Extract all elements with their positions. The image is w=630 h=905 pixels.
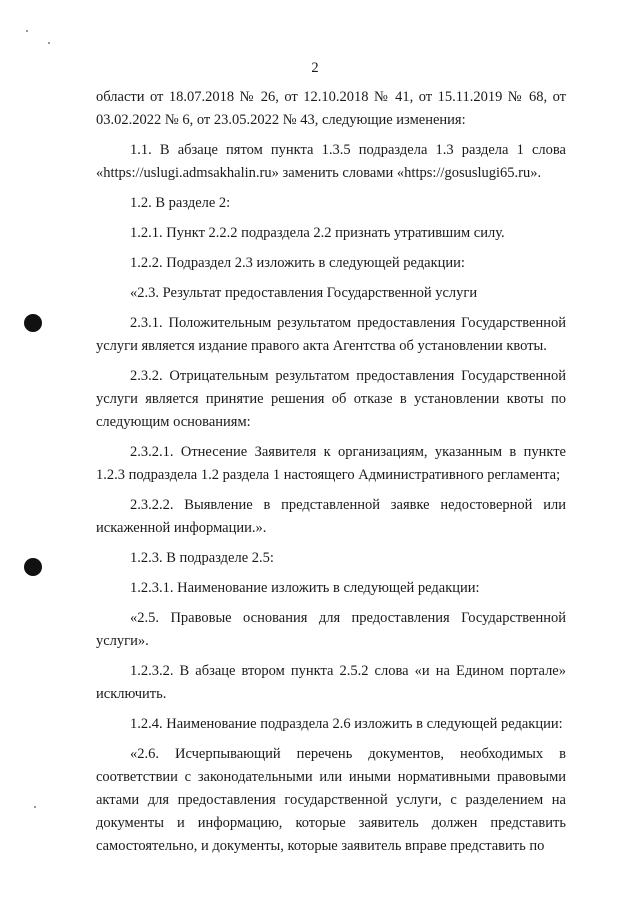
document-body [96,86,566,858]
paragraph-intro: области от 18.07.2018 № 26, от 12.10.2018 № 41, от 15.11.2019 № 68, от 03.02.2022 № 6, от 23.05.2022 № 43, следующие изменения: [96,89,566,128]
paragraph-1-2-3-1: 1.2.3.1. Наименование изложить в следующей редакции: [130,580,480,596]
punch-hole-bottom [24,558,42,576]
paragraph-2-3-2-2: 2.3.2.2. Выявление в представленной заявке недостоверной или искаженной информации.». [96,497,566,536]
paragraph-2-3-1: 2.3.1. Положительным результатом предоставления Государственной услуги является издание правого акта Агентства об установлении квоты. [96,315,566,354]
paragraph-1-2-3: 1.2.3. В подразделе 2.5: [130,550,274,566]
paragraph-2-3-2: 2.3.2. Отрицательным результатом предоставления Государственной услуги является принятие решения об отказе в установлении квоты по следующим основаниям: [96,368,566,430]
paragraph-2-6-heading: «2.6. Исчерпывающий перечень документов, необходимых в соответствии с законодательными или иными нормативными правовыми актами для предоставления государственной услуги, с разделением на документы и информацию, которые заявитель должен представить самостоятельно, и документы, которые заявитель вправе представить по [96,746,566,854]
scan-speck [48,42,50,44]
paragraph-1-1: 1.1. В абзаце пятом пункта 1.3.5 подраздела 1.3 раздела 1 слова «https://uslugi.admsakhalin.ru» заменить словами «https://gosuslugi65.ru». [96,142,566,181]
scan-speck [34,806,36,808]
paragraph-2-5-heading: «2.5. Правовые основания для предоставления Государственной услуги». [96,610,566,649]
paragraph-2-3-heading: «2.3. Результат предоставления Государственной услуги [130,285,478,301]
paragraph-1-2: 1.2. В разделе 2: [130,195,231,211]
paragraph-2-3-2-1: 2.3.2.1. Отнесение Заявителя к организациям, указанным в пункте 1.2.3 подраздела 1.2 раздела 1 настоящего Административного регламента; [96,444,566,483]
scan-speck [26,30,28,32]
paragraph-1-2-3-2: 1.2.3.2. В абзаце втором пункта 2.5.2 слова «и на Едином портале» исключить. [96,663,566,702]
paragraph-1-2-2: 1.2.2. Подраздел 2.3 изложить в следующей редакции: [130,255,465,271]
page-number: 2 [311,60,319,76]
paragraph-1-2-1: 1.2.1. Пункт 2.2.2 подраздела 2.2 признать утратившим силу. [130,225,505,241]
punch-hole-top [24,314,42,332]
paragraph-1-2-4: 1.2.4. Наименование подраздела 2.6 изложить в следующей редакции: [130,716,563,732]
